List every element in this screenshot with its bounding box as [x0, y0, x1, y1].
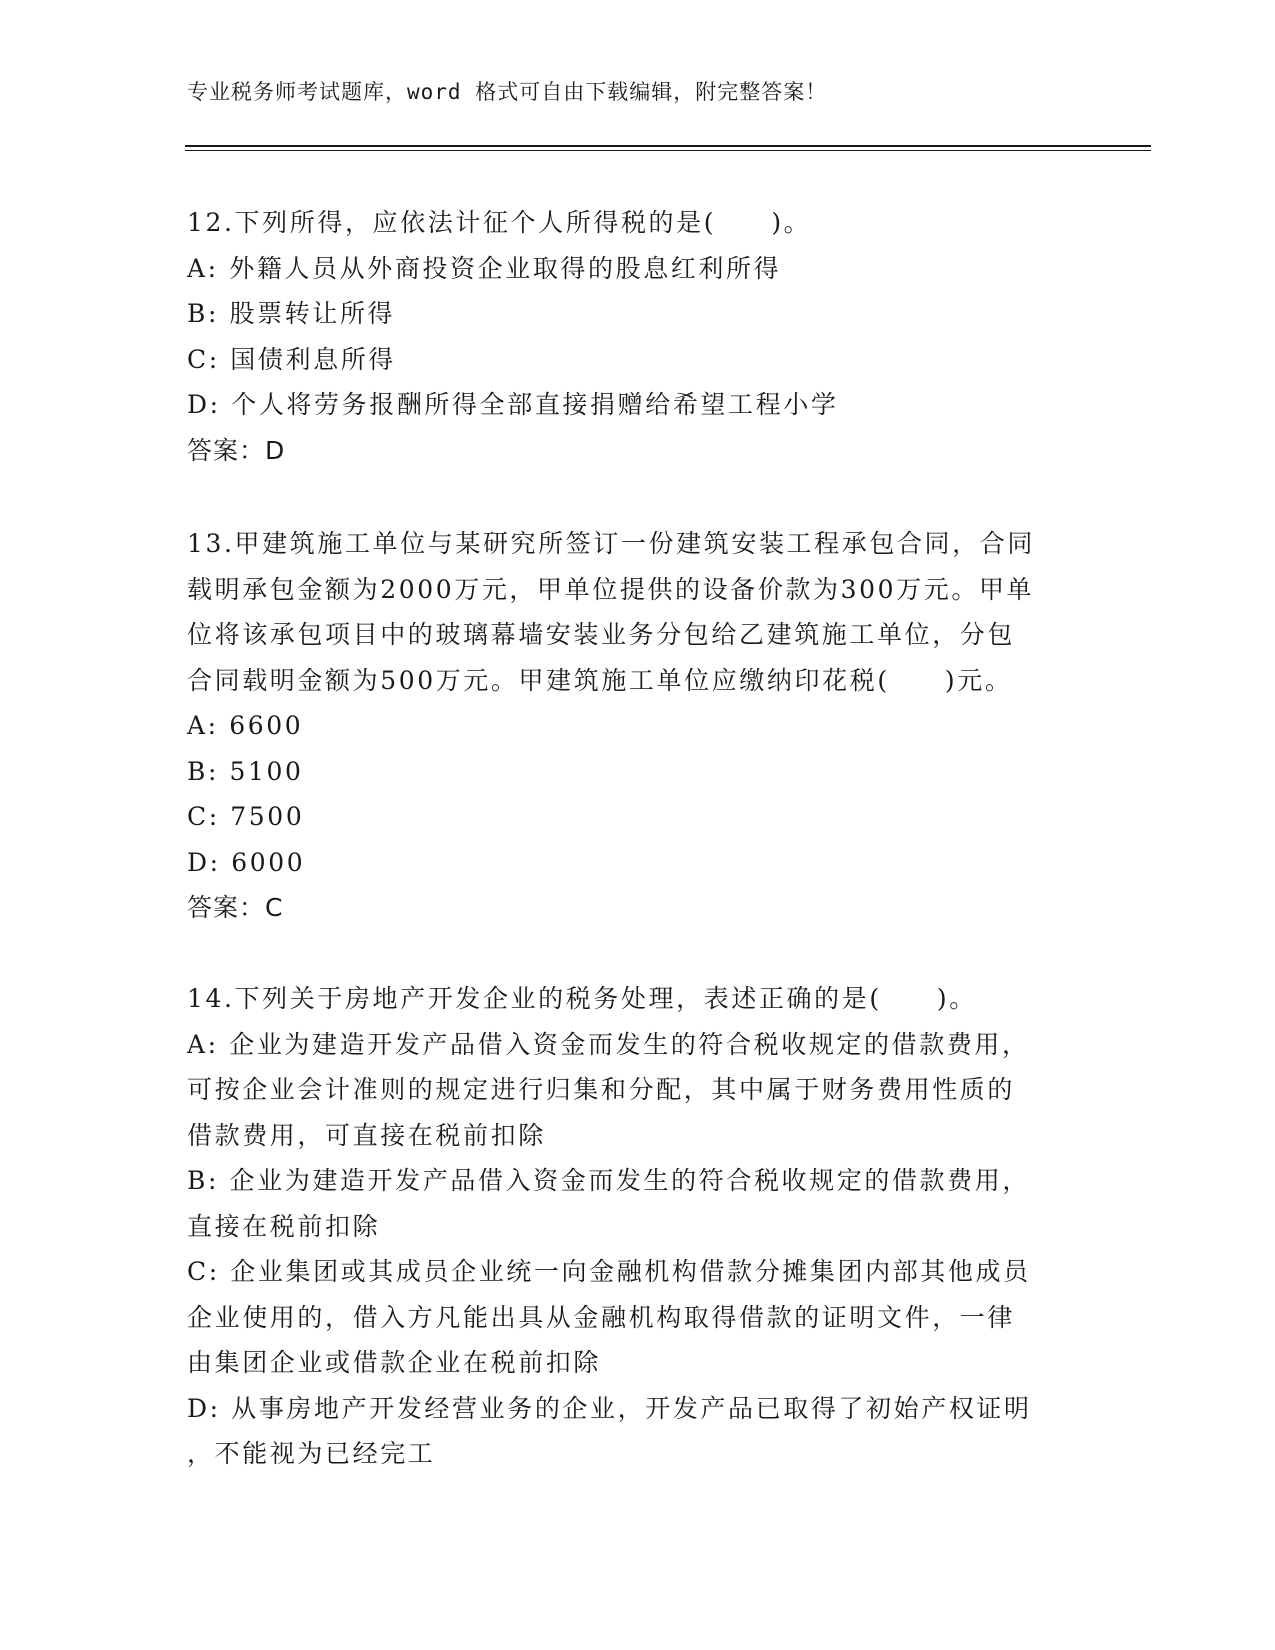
option-a: A: 6600: [187, 711, 304, 740]
option-b: B: 5100: [187, 756, 304, 786]
answer-label: 答案：D: [187, 435, 286, 465]
option-c-cont: 企业使用的，借入方凡能出具从金融机构取得借款的证明文件，一律: [187, 1302, 1016, 1332]
option-a: A: 企业为建造开发产品借入资金而发生的符合税收规定的借款费用，: [187, 1029, 1030, 1059]
question-12: [187, 200, 1087, 473]
question-stem: 载明承包金额为2000万元，甲单位提供的设备价款为300万元。甲单: [187, 574, 1035, 604]
question-stem: 合同载明金额为500万元。甲建筑施工单位应缴纳印花税( )元。: [187, 665, 1013, 695]
answer-label: 答案：C: [187, 893, 284, 922]
option-b: B: 股票转让所得: [187, 299, 396, 328]
option-c: C: 7500: [187, 802, 305, 831]
option-a-cont: 借款费用，可直接在税前扣除: [187, 1120, 546, 1150]
option-a-cont: 可按企业会计准则的规定进行归集和分配，其中属于财务费用性质的: [187, 1075, 1016, 1104]
option-c: C: 国债利息所得: [187, 344, 396, 374]
question-14: [187, 976, 1087, 1477]
option-b: B: 企业为建造开发产品借入资金而发生的符合税收规定的借款费用，: [187, 1166, 1030, 1195]
option-c-cont: 由集团企业或借款企业在税前扣除: [187, 1348, 602, 1377]
option-d-cont: ，不能视为已经完工: [187, 1439, 436, 1468]
option-b-cont: 直接在税前扣除: [187, 1211, 381, 1241]
question-stem: 13.甲建筑施工单位与某研究所签订一份建筑安装工程承包合同，合同: [187, 529, 1035, 558]
option-c: C: 企业集团或其成员企业统一向金融机构借款分摊集团内部其他成员: [187, 1257, 1031, 1286]
option-a: A: 外籍人员从外商投资企业取得的股息红利所得: [187, 253, 782, 283]
option-d: D: 个人将劳务报酬所得全部直接捐赠给希望工程小学: [187, 390, 839, 419]
option-d: D: 6000: [187, 847, 306, 877]
header-rule-thick: [185, 145, 1151, 147]
header-rule-thin: [185, 150, 1151, 151]
option-d: D: 从事房地产开发经营业务的企业，开发产品已取得了初始产权证明: [187, 1393, 1032, 1423]
question-13: [187, 521, 1087, 931]
question-stem: 12.下列所得，应依法计征个人所得税的是( )。: [187, 208, 812, 237]
question-stem: 14.下列关于房地产开发企业的税务处理，表述正确的是( )。: [187, 984, 977, 1013]
question-stem: 位将该承包项目中的玻璃幕墙安装业务分包给乙建筑施工单位，分包: [187, 620, 1016, 649]
page-header: 专业税务师考试题库，word 格式可自由下载编辑，附完整答案！: [187, 80, 828, 104]
